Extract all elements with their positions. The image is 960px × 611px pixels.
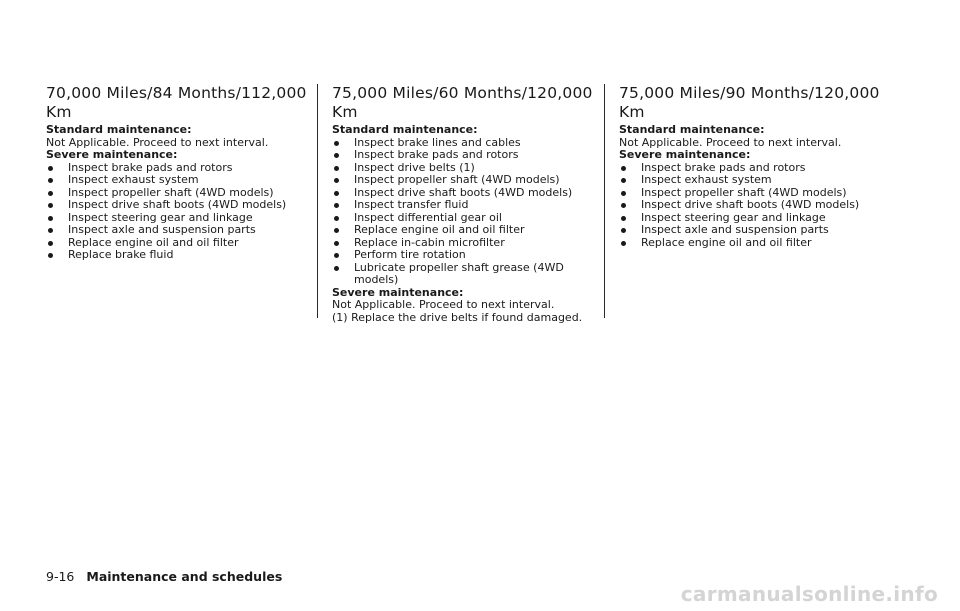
- maintenance-list: [619, 162, 883, 250]
- list-item: Inspect propeller shaft (4WD models): [619, 187, 883, 200]
- list-item: Replace engine oil and oil filter: [619, 237, 883, 250]
- schedule-heading: 75,000 Miles/60 Months/120,000 Km: [332, 84, 593, 121]
- list-item: Inspect propeller shaft (4WD models): [46, 187, 310, 200]
- column-divider: [604, 84, 605, 318]
- list-item: Replace engine oil and oil filter: [46, 237, 310, 250]
- list-item: Replace engine oil and oil filter: [332, 224, 596, 237]
- maintenance-list: [332, 137, 596, 287]
- footer-section-title: Maintenance and schedules: [86, 569, 283, 584]
- list-item: Inspect axle and suspension parts: [46, 224, 310, 237]
- maintenance-type-label: Severe maintenance:: [332, 285, 464, 299]
- note-text: Not Applicable. Proceed to next interval.: [619, 135, 842, 149]
- list-item: Inspect brake lines and cables: [332, 137, 596, 150]
- list-item: Inspect exhaust system: [46, 174, 310, 187]
- column-divider: [317, 84, 318, 318]
- note-text: (1) Replace the drive belts if found damaged.: [332, 310, 583, 324]
- list-item: Replace in-cabin microfilter: [332, 237, 596, 250]
- watermark-text[interactable]: carmanualsonline.info: [680, 582, 938, 606]
- list-item: Inspect drive belts (1): [332, 162, 596, 175]
- maintenance-type-label: Severe maintenance:: [46, 148, 178, 161]
- column-70000-miles: [46, 84, 310, 262]
- list-item: Inspect brake pads and rotors: [619, 162, 883, 175]
- maintenance-type-label: Standard maintenance:: [46, 123, 192, 136]
- list-item: Inspect propeller shaft (4WD models): [332, 174, 596, 187]
- list-item: Inspect drive shaft boots (4WD models): [332, 187, 596, 200]
- page-footer: [46, 569, 282, 584]
- list-item: Inspect brake pads and rotors: [332, 149, 596, 162]
- list-item: Inspect axle and suspension parts: [619, 224, 883, 237]
- maintenance-type-label: Severe maintenance:: [619, 148, 751, 161]
- list-item: Replace brake fluid: [46, 249, 310, 262]
- list-item: Inspect drive shaft boots (4WD models): [46, 199, 310, 212]
- list-item: Inspect brake pads and rotors: [46, 162, 310, 175]
- maintenance-type-label: Standard maintenance:: [332, 123, 478, 136]
- list-item: Inspect transfer fluid: [332, 199, 596, 212]
- list-item: Inspect differential gear oil: [332, 212, 596, 225]
- note-text: Not Applicable. Proceed to next interval.: [332, 298, 555, 311]
- maintenance-type-label: Standard maintenance:: [619, 123, 765, 136]
- list-item: Lubricate propeller shaft grease (4WD models): [332, 262, 596, 287]
- list-item: Inspect drive shaft boots (4WD models): [619, 199, 883, 212]
- page-number: 9-16: [46, 569, 75, 584]
- note-text: Not Applicable. Proceed to next interval.: [46, 135, 269, 149]
- list-item: Inspect exhaust system: [619, 174, 883, 187]
- list-item: Inspect steering gear and linkage: [619, 212, 883, 225]
- list-item: Perform tire rotation: [332, 249, 596, 262]
- schedule-heading: 75,000 Miles/90 Months/120,000 Km: [619, 84, 880, 121]
- list-item: Inspect steering gear and linkage: [46, 212, 310, 225]
- column-75000-miles-60-months: [332, 84, 596, 324]
- maintenance-list: [46, 162, 310, 262]
- column-75000-miles-90-months: [619, 84, 883, 249]
- schedule-heading: 70,000 Miles/84 Months/112,000 Km: [46, 84, 307, 121]
